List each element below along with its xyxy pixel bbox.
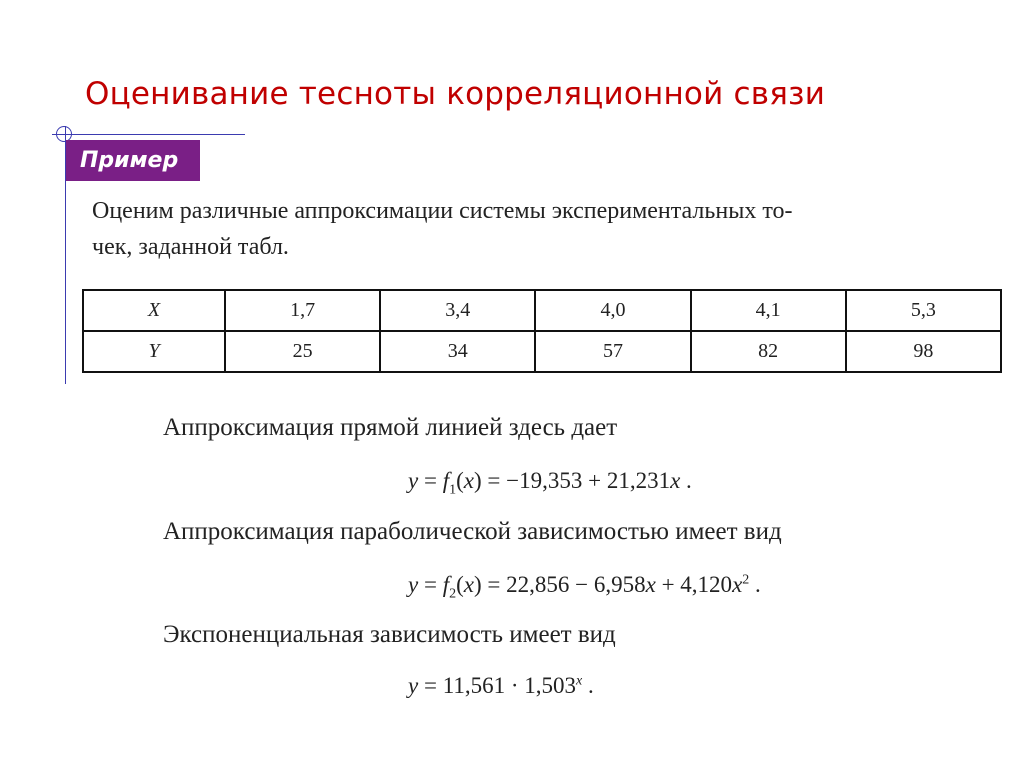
exponential-formula: $y = 11,561 \cdot 1,503^x$ . — [408, 673, 594, 698]
table-cell: 82 — [691, 331, 846, 372]
parabolic-approximation-text: Аппроксимация параболической зависимостью имеет вид — [163, 518, 782, 545]
parabolic-formula: $y = f_2(x) = 22,856 - 6,958x + 4,120x^2$ . — [408, 572, 761, 602]
table-cell: 5,3 — [846, 290, 1001, 331]
formula-rhs: 11,561 · 1,503 — [442, 673, 577, 698]
formula-mid: + 4,120 — [655, 572, 733, 597]
table-row-x — [83, 290, 1001, 331]
formula-fn: f — [442, 572, 450, 597]
intro-line-1: Оценим различные аппроксимации системы экспериментальных то- — [92, 198, 793, 224]
table-header-cell: X — [83, 290, 225, 331]
decorative-horizontal-line — [52, 134, 245, 135]
example-badge: Пример — [66, 140, 200, 181]
formula-end: . — [755, 572, 761, 597]
formula-var2: x — [732, 572, 743, 597]
slide-title: Оценивание тесноты корреляционной связи — [85, 76, 826, 112]
formula-var: x — [645, 572, 656, 597]
table-cell: 57 — [535, 331, 690, 372]
exponential-approximation-text: Экспоненциальная зависимость имеет вид — [163, 621, 616, 648]
formula-rhs: −19,353 + 21,231 — [506, 468, 671, 493]
formula-lhs: y — [408, 673, 419, 698]
intro-line-2: чек, заданной табл. — [92, 234, 289, 260]
formula-sub: 2 — [449, 586, 457, 602]
table-row-y — [83, 331, 1001, 372]
formula-var: x — [670, 468, 681, 493]
formula-sup: 2 — [742, 572, 750, 588]
formula-arg: x — [463, 468, 474, 493]
linear-approximation-text: Аппроксимация прямой линией здесь дает — [163, 414, 618, 441]
intro-paragraph — [92, 193, 992, 265]
formula-fn: f — [442, 468, 450, 493]
linear-formula: $y = f_1(x) = -19,353 + 21,231x$ . — [408, 468, 692, 498]
table-cell: 4,1 — [691, 290, 846, 331]
table-cell: 4,0 — [535, 290, 690, 331]
table-cell: 3,4 — [380, 290, 535, 331]
formula-sup: x — [576, 673, 583, 689]
table-cell: 34 — [380, 331, 535, 372]
table-header-cell: Y — [83, 331, 225, 372]
formula-lhs: y — [408, 572, 419, 597]
table-cell: 98 — [846, 331, 1001, 372]
table-cell: 1,7 — [225, 290, 380, 331]
formula-end: . — [686, 468, 692, 493]
formula-end: . — [587, 673, 594, 698]
data-table — [82, 289, 1002, 373]
formula-sub: 1 — [449, 482, 457, 498]
table-cell: 25 — [225, 331, 380, 372]
formula-lhs: y — [408, 468, 419, 493]
formula-rhs: 22,856 − 6,958 — [506, 572, 646, 597]
formula-arg: x — [463, 572, 474, 597]
